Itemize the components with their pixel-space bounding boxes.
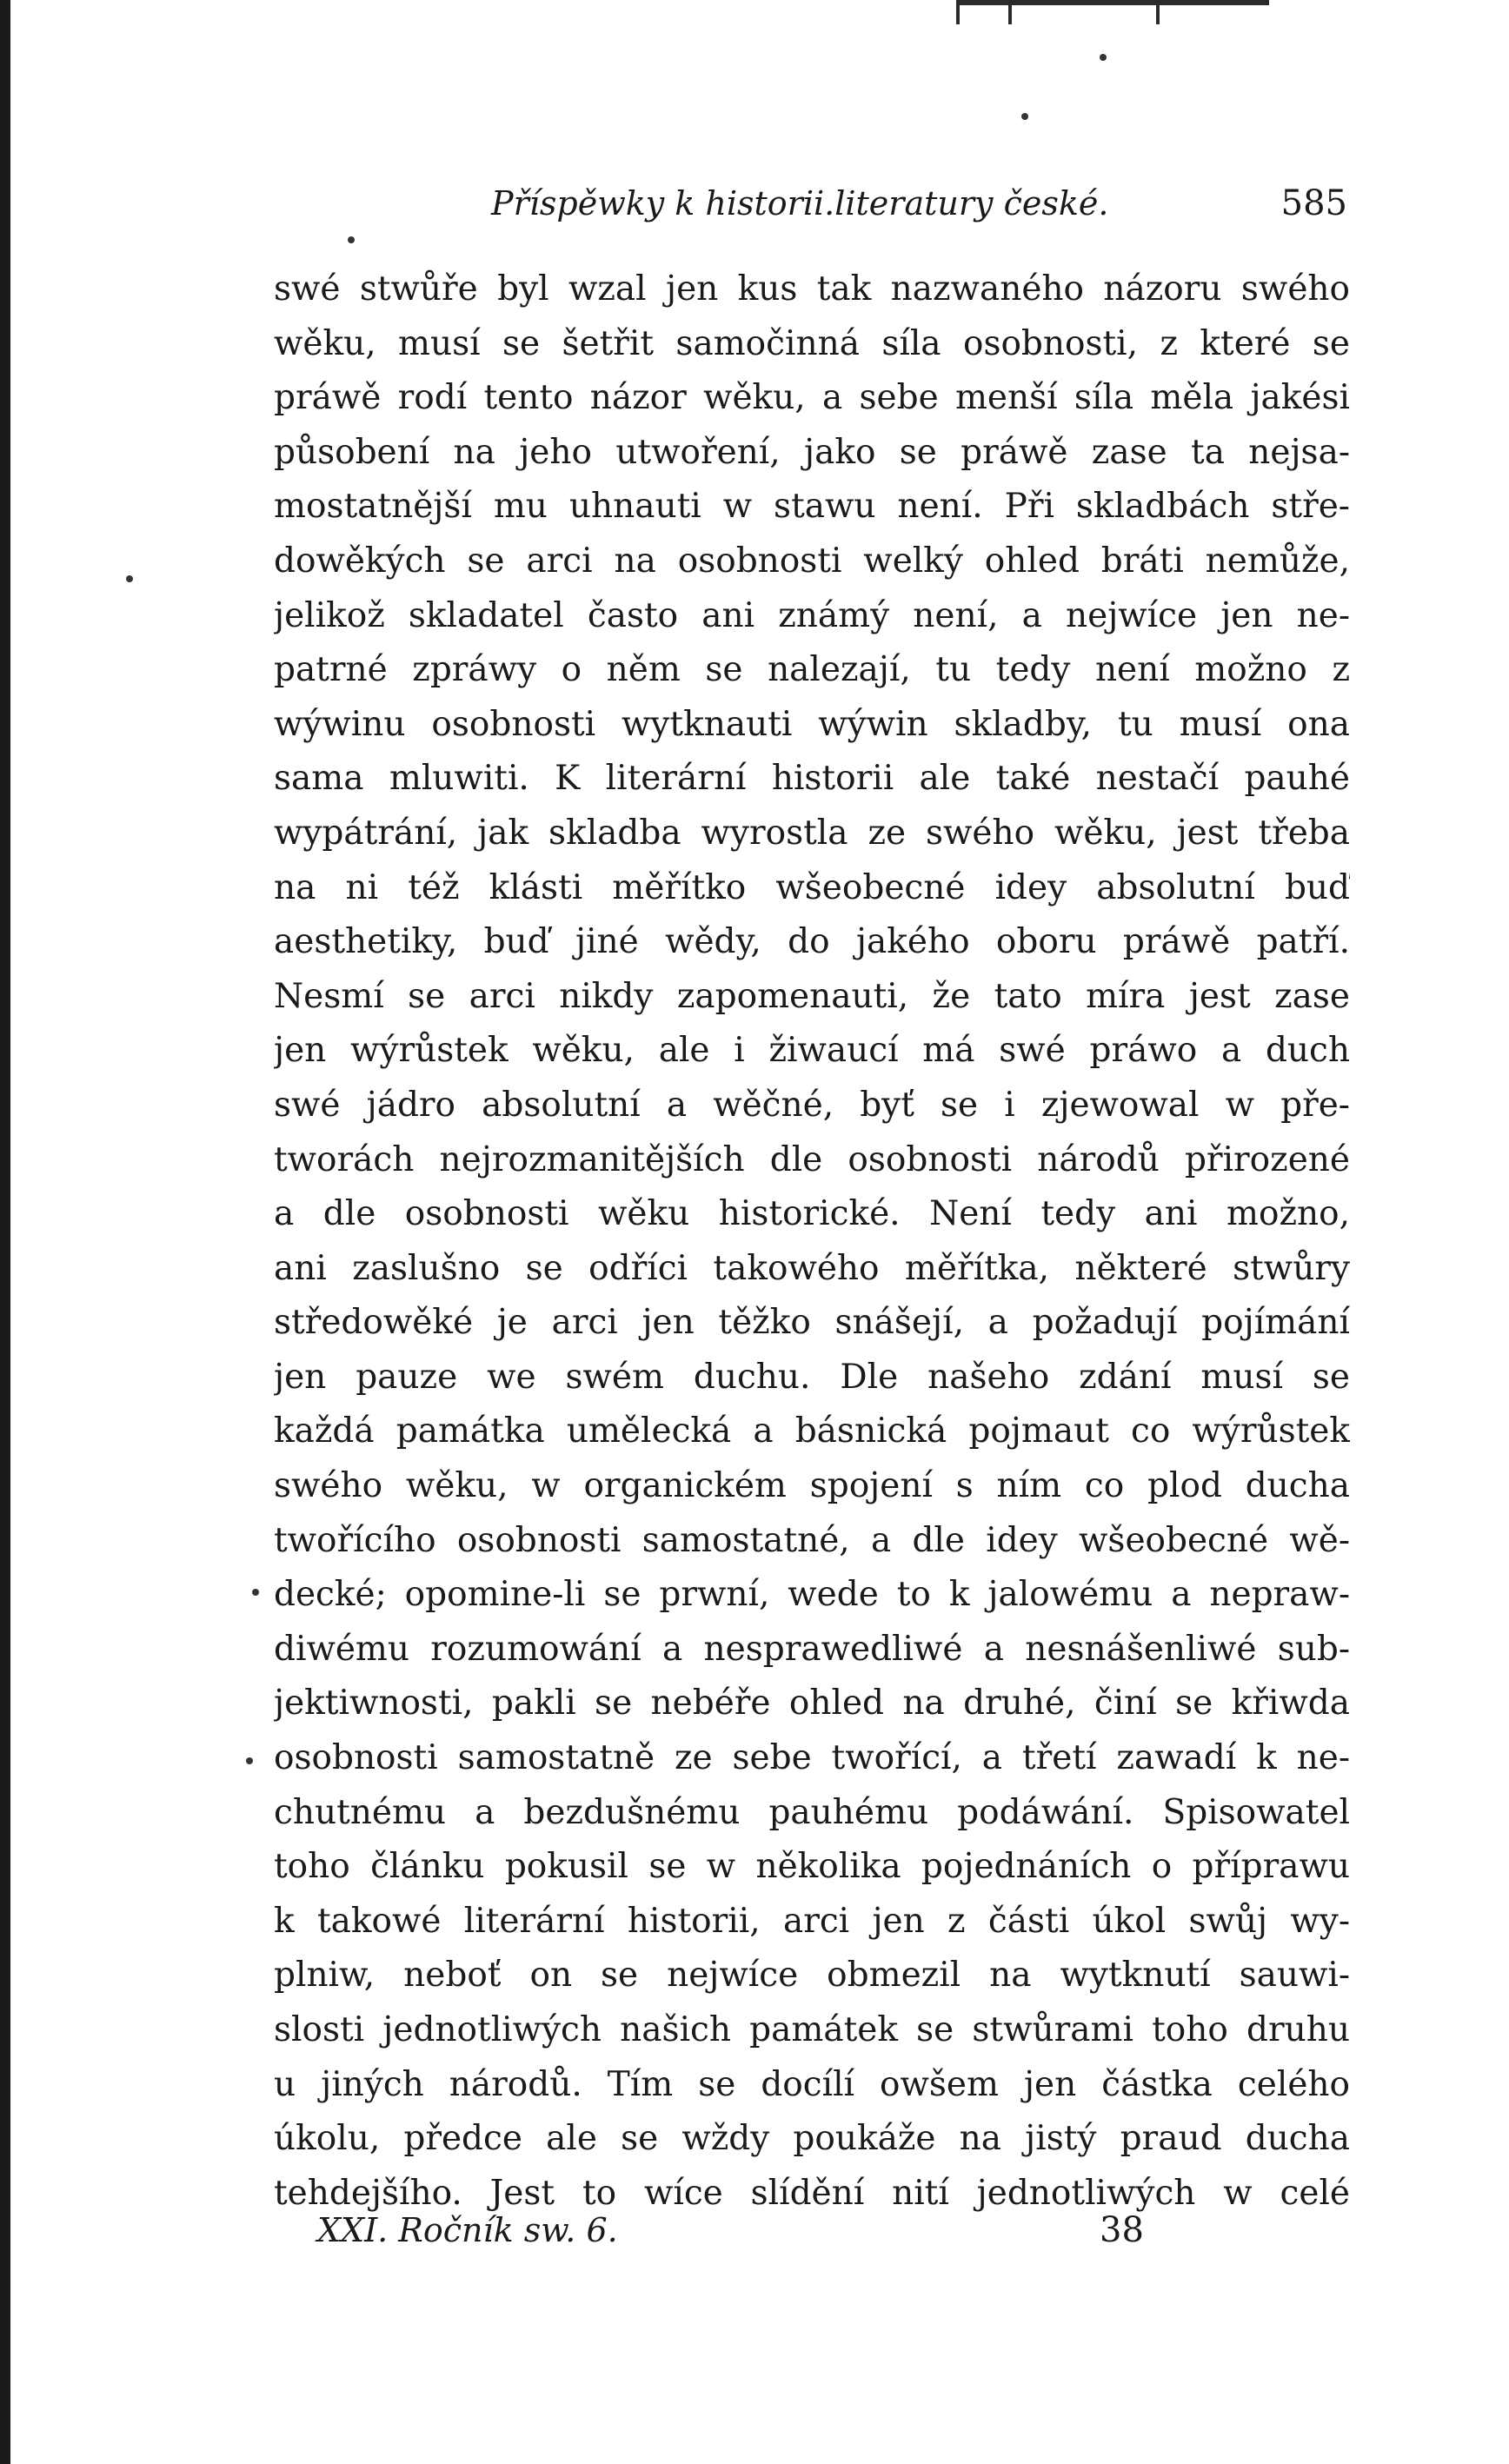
sheet-number: 38 <box>1100 2210 1144 2250</box>
text-line: slosti jednotliwých našich památek se stwůrami toho druhu <box>274 2010 1350 2049</box>
text-line: aesthetiky, buď jiné wědy, do jakého oboru práwě patří. <box>274 922 1350 962</box>
text-line: toho článku pokusil se w několika pojednáních o příprawu <box>274 1847 1350 1887</box>
text-line: swé jádro absolutní a wěčné, byť se i zjewowal w pře- <box>274 1085 1350 1125</box>
running-title: Příspěwky k historii.literatury české. <box>491 184 1109 222</box>
text-line: středowěké je arci jen těžko snášejí, a požadují pojímání <box>274 1303 1350 1343</box>
page-footer <box>317 2209 1187 2261</box>
signature-mark: XXI. Ročník sw. 6. <box>317 2211 618 2249</box>
text-line: ani zaslušno se odříci takowého měřítka, některé stwůry <box>274 1248 1350 1288</box>
text-line: osobnosti samostatně ze sebe twořící, a třetí zawadí k ne- <box>274 1738 1350 1778</box>
page-number: 585 <box>1280 183 1347 223</box>
print-speck <box>126 575 133 582</box>
text-line: dowěkých se arci na osobnosti welký ohled bráti nemůže, <box>274 541 1350 581</box>
text-line: působení na jeho utwoření, jako se práwě zase ta nejsa- <box>274 432 1350 472</box>
text-line: tehdejšího. Jest to wíce slídění nití jednotliwých w celé <box>274 2173 1350 2213</box>
text-line: na ni též klásti měřítko wšeobecné idey absolutní buď <box>274 867 1350 907</box>
text-line: práwě rodí tento názor wěku, a sebe menší síla měla jakési <box>274 378 1350 418</box>
text-line: plniw, neboť on se nejwíce obmezil na wytknutí sauwi- <box>274 1956 1350 1996</box>
text-line: wypátrání, jak skladba wyrostla ze swého wěku, jest třeba <box>274 813 1350 853</box>
body-text <box>274 262 1350 2221</box>
text-line: wěku, musí se šetřit samočinná síla osobnosti, z které se <box>274 323 1350 363</box>
top-binding-mark <box>956 0 1269 26</box>
text-line: jektiwnosti, pakli se nebéře ohled na druhé, činí se křiwda <box>274 1684 1350 1723</box>
text-line: jen pauze we swém duchu. Dle našeho zdání musí se <box>274 1357 1350 1397</box>
text-line: decké; opomine-li se prwní, wede to k jalowému a nepraw- <box>274 1575 1350 1615</box>
text-line: twořícího osobnosti samostatné, a dle idey wšeobecné wě- <box>274 1520 1350 1560</box>
text-line: sama mluwiti. K literární historii ale také nestačí pauhé <box>274 759 1350 799</box>
print-speck <box>1100 54 1107 61</box>
print-speck <box>348 236 355 243</box>
binding-tick <box>956 5 960 24</box>
text-line: každá památka umělecká a básnická pojmaut co wýrůstek <box>274 1411 1350 1451</box>
text-line: tworách nejrozmanitějších dle osobnosti národů přirozené <box>274 1139 1350 1179</box>
print-speck <box>1021 113 1028 120</box>
text-line: mostatnější mu uhnauti w stawu není. Při skladbách stře- <box>274 487 1350 527</box>
binding-bar <box>956 0 1269 5</box>
page-left-edge <box>0 0 10 2464</box>
print-speck <box>252 1589 259 1596</box>
text-line: u jiných národů. Tím se docílí owšem jen částka celého <box>274 2064 1350 2104</box>
text-line: a dle osobnosti wěku historické. Není tedy ani možno, <box>274 1194 1350 1234</box>
text-line: wýwinu osobnosti wytknauti wýwin skladby, tu musí ona <box>274 704 1350 744</box>
text-line: swého wěku, w organickém spojení s ním co plod ducha <box>274 1466 1350 1506</box>
text-line: k takowé literární historii, arci jen z části úkol swůj wy- <box>274 1901 1350 1941</box>
binding-tick <box>1008 5 1012 24</box>
text-line: swé stwůře byl wzal jen kus tak nazwaného názoru swého <box>274 269 1350 309</box>
print-speck <box>246 1757 253 1764</box>
text-line: úkolu, předce ale se wždy poukáže na jistý praud ducha <box>274 2119 1350 2159</box>
page-header <box>269 183 1347 235</box>
text-line: jelikož skladatel často ani známý není, a nejwíce jen ne- <box>274 595 1350 635</box>
text-line: chutnému a bezdušnému pauhému podáwání. Spisowatel <box>274 1792 1350 1832</box>
binding-tick <box>1156 5 1160 24</box>
text-line: jen wýrůstek wěku, ale i žiwaucí má swé práwo a duch <box>274 1031 1350 1071</box>
text-line: patrné zpráwy o něm se nalezají, tu tedy není možno z <box>274 650 1350 690</box>
text-line: Nesmí se arci nikdy zapomenauti, že tato míra jest zase <box>274 976 1350 1016</box>
text-line: diwému rozumowání a nesprawedliwé a nesnášenliwé sub- <box>274 1629 1350 1669</box>
